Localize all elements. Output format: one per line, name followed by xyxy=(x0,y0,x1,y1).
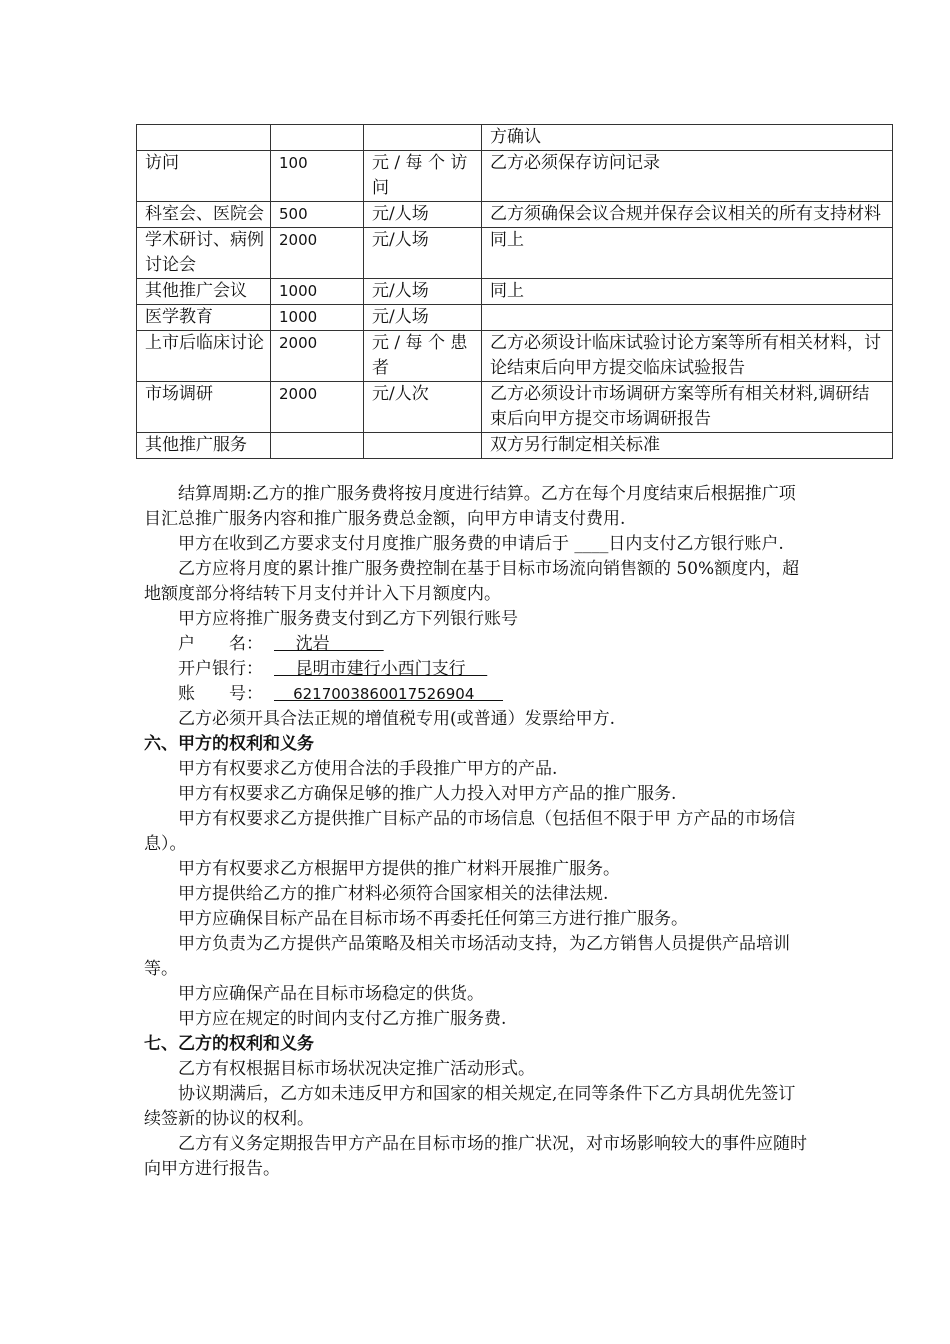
amount-cell: 2000 xyxy=(271,331,364,382)
clause-paragraph: 甲方有权要求乙方确保足够的推广人力投入对甲方产品的推广服务. xyxy=(178,784,677,804)
bank-row: 开户银行： 昆明市建行小西门支行 xyxy=(178,659,488,679)
fee-table xyxy=(136,124,893,459)
contract-text xyxy=(144,482,809,1182)
settlement-period: 结算周期:乙方的推广服务费将按月度进行结算。乙方在每个月度结束后根据推广项目汇总推广服务内容和推广服务费总金额，向甲方申请支付费用. xyxy=(144,484,796,529)
table-row xyxy=(137,125,893,151)
clause-paragraph: 乙方有权根据目标市场状况决定推广活动形式。 xyxy=(178,1059,535,1079)
table-row xyxy=(137,279,893,305)
clause-paragraph: 甲方提供给乙方的推广材料必须符合国家相关的法律法规. xyxy=(178,884,609,904)
requirement-cell: 同上 xyxy=(482,279,893,305)
clause-paragraph: 甲方应确保产品在目标市场稳定的供货。 xyxy=(178,984,484,1004)
clause-paragraph: 甲方有权要求乙方根据甲方提供的推广材料开展推广服务。 xyxy=(178,859,620,879)
item-cell: 学术研讨、病例讨论会 xyxy=(137,228,271,279)
item-cell: 医学教育 xyxy=(137,305,271,331)
item-cell: 上市后临床讨论 xyxy=(137,331,271,382)
unit-cell xyxy=(364,433,482,459)
amount-cell xyxy=(271,125,364,151)
table-row xyxy=(137,151,893,202)
clause-paragraph: 甲方负责为乙方提供产品策略及相关市场活动支持，为乙方销售人员提供产品培训等。 xyxy=(144,934,790,979)
amount-cell xyxy=(271,433,364,459)
item-cell xyxy=(137,125,271,151)
unit-cell: 元/人次 xyxy=(364,382,482,433)
table-row xyxy=(137,331,893,382)
requirement-cell: 乙方须确保会议合规并保存会议相关的所有支持材料 xyxy=(482,202,893,228)
invoice-note: 乙方必须开具合法正规的增值税专用(或普通）发票给甲方. xyxy=(178,709,616,729)
bank-name: 昆明市建行小西门支行 xyxy=(274,659,488,679)
account-number-row: 账 号： 6217003860017526904 xyxy=(178,684,504,704)
payment-term: 甲方在收到乙方要求支付月度推广服务费的申请后于 ____日内支付乙方银行账户. xyxy=(178,534,784,554)
unit-cell: 元/人场 xyxy=(364,202,482,228)
bank-intro: 甲方应将推广服务费支付到乙方下列银行账号 xyxy=(178,609,518,629)
table-row xyxy=(137,202,893,228)
section-7-heading: 七、乙方的权利和义务 xyxy=(144,1034,314,1054)
clause-paragraph: 甲方有权要求乙方使用合法的手段推广甲方的产品. xyxy=(178,759,558,779)
amount-cell: 2000 xyxy=(271,382,364,433)
item-cell: 其他推广服务 xyxy=(137,433,271,459)
section-6-heading: 六、甲方的权利和义务 xyxy=(144,734,314,754)
clause-paragraph: 甲方应在规定的时间内支付乙方推广服务费. xyxy=(178,1009,507,1029)
unit-cell: 元/人场 xyxy=(364,228,482,279)
requirement-cell xyxy=(482,305,893,331)
clause-paragraph: 乙方有义务定期报告甲方产品在目标市场的推广状况，对市场影响较大的事件应随时向甲方进行报告。 xyxy=(144,1134,807,1179)
requirement-cell: 乙方必须设计临床试验讨论方案等所有相关材料，讨论结束后向甲方提交临床试验报告 xyxy=(482,331,893,382)
fee-cap: 乙方应将月度的累计推广服务费控制在基于目标市场流向销售额的 50%额度内，超地额度部分将结转下月支付并计入下月额度内。 xyxy=(144,559,800,604)
section-6-items xyxy=(144,757,809,1032)
table-row xyxy=(137,228,893,279)
clause-paragraph: 甲方有权要求乙方提供推广目标产品的市场信息（包括但不限于甲 方产品的市场信息）。 xyxy=(144,809,796,854)
item-cell: 市场调研 xyxy=(137,382,271,433)
account-name-row: 户 名： 沈岩 xyxy=(178,634,384,654)
amount-cell: 500 xyxy=(271,202,364,228)
amount-cell: 1000 xyxy=(271,305,364,331)
unit-cell: 元/人场 xyxy=(364,305,482,331)
section-7-items xyxy=(144,1057,809,1182)
requirement-cell: 乙方必须保存访问记录 xyxy=(482,151,893,202)
account-number: 6217003860017526904 xyxy=(274,685,504,703)
unit-cell xyxy=(364,125,482,151)
clause-paragraph: 甲方应确保目标产品在目标市场不再委托任何第三方进行推广服务。 xyxy=(178,909,688,929)
table-row xyxy=(137,433,893,459)
account-name: 沈岩 xyxy=(274,634,384,654)
table-row xyxy=(137,305,893,331)
requirement-cell: 同上 xyxy=(482,228,893,279)
unit-cell: 元 / 每 个 访问 xyxy=(364,151,482,202)
days-blank: ____ xyxy=(574,534,609,554)
requirement-cell: 方确认 xyxy=(482,125,893,151)
amount-cell: 2000 xyxy=(271,228,364,279)
unit-cell: 元 / 每 个 患者 xyxy=(364,331,482,382)
requirement-cell: 乙方必须设计市场调研方案等所有相关材料,调研结束后向甲方提交市场调研报告 xyxy=(482,382,893,433)
amount-cell: 1000 xyxy=(271,279,364,305)
amount-cell: 100 xyxy=(271,151,364,202)
table-row xyxy=(137,382,893,433)
unit-cell: 元/人场 xyxy=(364,279,482,305)
item-cell: 访问 xyxy=(137,151,271,202)
clause-paragraph: 协议期满后，乙方如未违反甲方和国家的相关规定,在同等条件下乙方具胡优先签订续签新的协议的权利。 xyxy=(144,1084,796,1129)
item-cell: 其他推广会议 xyxy=(137,279,271,305)
requirement-cell: 双方另行制定相关标准 xyxy=(482,433,893,459)
item-cell: 科室会、医院会 xyxy=(137,202,271,228)
